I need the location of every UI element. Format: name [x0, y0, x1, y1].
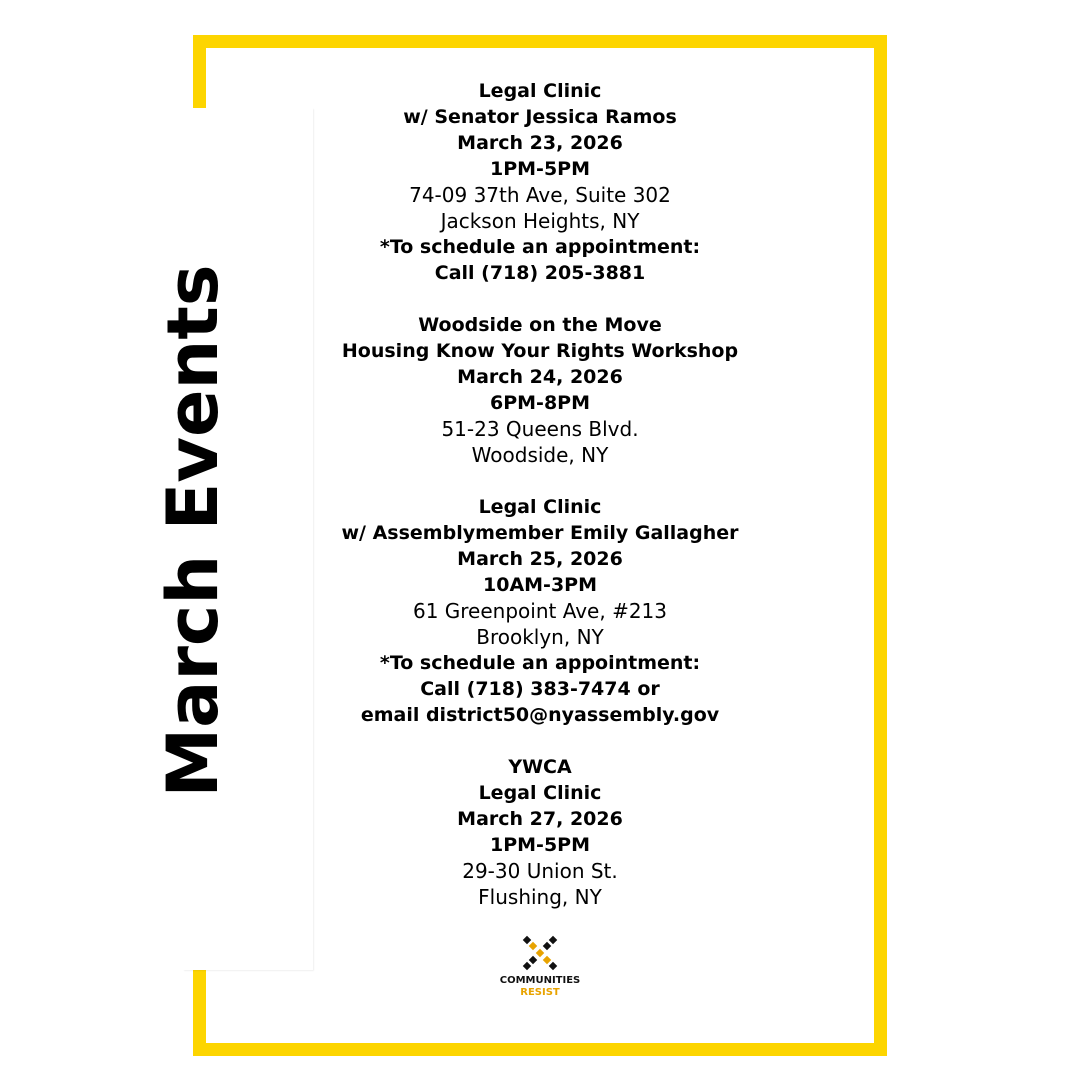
event-line: 51-23 Queens Blvd.: [441, 417, 639, 441]
event-line: Flushing, NY: [478, 885, 602, 909]
logo-text-resist: RESIST: [520, 987, 560, 998]
event-line: Legal Clinic: [478, 496, 602, 518]
page-title: March Events: [152, 264, 234, 798]
event-line: March 23, 2026: [457, 132, 623, 154]
event-line: *To schedule an appointment:: [379, 236, 701, 258]
event-line: March 24, 2026: [457, 366, 623, 388]
event-line: 29-30 Union St.: [462, 859, 618, 883]
event-line: Call (718) 383-7474 or: [420, 678, 660, 700]
event-line: 1PM-5PM: [490, 834, 590, 856]
logo: [480, 935, 600, 999]
event-line: March 25, 2026: [457, 548, 623, 570]
event-line: email district50@nyassembly.gov: [360, 704, 720, 726]
event-line: Legal Clinic: [478, 80, 602, 102]
event-line: 10AM-3PM: [483, 574, 597, 596]
event-line: Woodside, NY: [471, 443, 609, 467]
event-block: [300, 754, 780, 910]
event-list: [300, 78, 780, 936]
event-line: YWCA: [508, 756, 572, 778]
event-line: March 27, 2026: [457, 808, 623, 830]
event-line: *To schedule an appointment:: [379, 652, 701, 674]
event-line: 61 Greenpoint Ave, #213: [412, 599, 668, 623]
event-line: Woodside on the Move: [418, 314, 662, 336]
event-line: w/ Senator Jessica Ramos: [403, 106, 677, 128]
event-block: [300, 494, 780, 728]
event-line: Jackson Heights, NY: [440, 209, 640, 233]
event-line: 74-09 37th Ave, Suite 302: [409, 183, 671, 207]
event-line: Brooklyn, NY: [476, 625, 604, 649]
event-block: [300, 78, 780, 286]
event-line: 6PM-8PM: [490, 392, 590, 414]
event-line: 1PM-5PM: [490, 158, 590, 180]
event-line: Legal Clinic: [478, 782, 602, 804]
communities-resist-logo-icon: [520, 935, 560, 971]
event-line: w/ Assemblymember Emily Gallagher: [341, 522, 739, 544]
event-block: [300, 312, 780, 468]
logo-text-communities: COMMUNITIES: [499, 975, 581, 986]
event-line: Call (718) 205-3881: [434, 262, 646, 284]
event-line: Housing Know Your Rights Workshop: [341, 340, 739, 362]
